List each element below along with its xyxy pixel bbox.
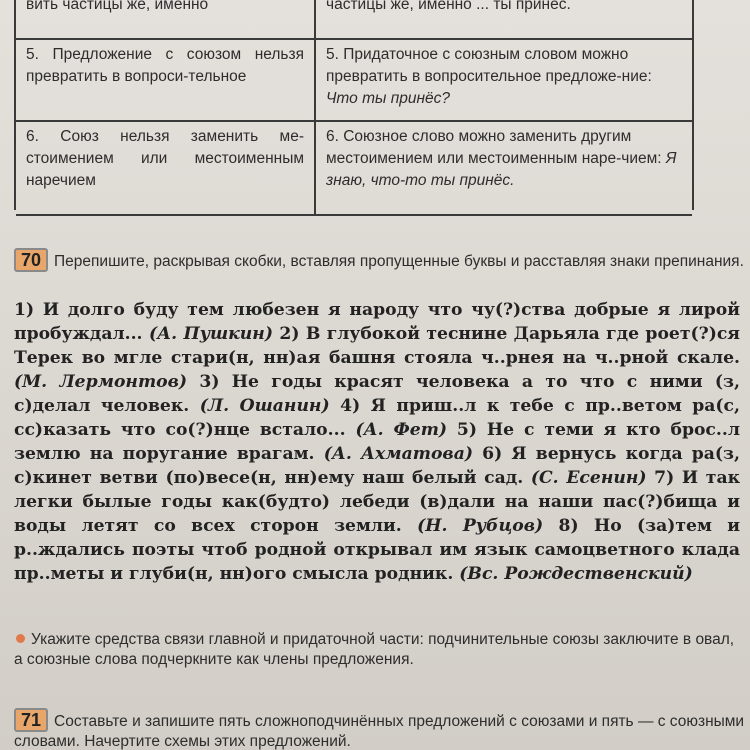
table-cell-left: вить частицы же, именно [16, 0, 316, 38]
sentence-author: (Вс. Рождественский) [459, 564, 693, 584]
exercise-instruction: Перепишите, раскрывая скобки, вставляя пропущенные буквы и расставляя знаки препинания. [54, 253, 744, 270]
exercise-number-badge: 70 [14, 248, 48, 272]
sentence-text: 6) Я вернусь когда ра(з, с)кинет ветви (по)весе(н, нн)ему наш белый сад. [14, 444, 741, 488]
table-cell-left: 6. Союз нельзя заменить ме-стоимением или местоименным наречием [16, 122, 316, 214]
bullet-icon [16, 634, 25, 643]
sentence-text: 1) И долго буду тем любезен я народу что чу(?)ства добрые я лирой пробуждал... [14, 300, 740, 344]
sentence-author: (М. Лермонтов) [14, 372, 188, 392]
sentence-text: 5) Не с теми я кто брос..л землю на поругание врагам. [14, 420, 740, 464]
exercise-instruction: Составьте и запишите пять сложноподчинённых предложений с союзами и пять — с союзными словами. Начертите схемы этих предложений. [14, 713, 745, 750]
sentence-text: 3) Не годы красят человека а то что с ними (з, с)делал человек. [14, 372, 740, 416]
table-row [16, 38, 692, 122]
exercise-number-badge: 71 [14, 708, 48, 732]
sentence-author: (А. Фет) [355, 420, 448, 440]
sentence-text: 8) Но (за)тем и р..ждались поэты чтоб родной открывал им язык самоцветного клада пр..меты и глуби(н, нн)ого смысла родник. [14, 516, 741, 584]
table-cell-right: частицы же, именно ... ты принёс. [326, 0, 571, 13]
cell-text: 6. Союзное слово можно заменить другим местоимением или местоименным наре-чием: [326, 128, 666, 167]
sentence-author: (С. Есенин) [530, 468, 647, 488]
table-row [16, 120, 692, 216]
table-cell-right [316, 40, 692, 122]
sentence-text: 7) И так легки былые годы как(будто) лебеди (в)дали на наши пас(?)бища и воды летят со всех сторон земли. [14, 468, 740, 536]
task-text: Укажите средства связи главной и придаточной части: подчинительные союзы заключите в овал, а союзные слова подчеркните как члены предложения. [14, 631, 735, 668]
sentence-author: (Л. Ошанин) [199, 396, 330, 416]
sentence-author: (А. Пушкин) [148, 324, 273, 344]
sentence-author: (Н. Рубцов) [417, 516, 544, 536]
sentence-text: 2) В глубокой теснине Дарьяла где роет(?)ся Терек во мгле стари(н, нн)ая башня стояла ч..рнея на ч..рной скале. [14, 324, 740, 368]
exercise-71-header [14, 708, 750, 750]
exercise-70-task [14, 630, 744, 670]
table-cell-right [316, 122, 692, 214]
table-row [16, 0, 692, 38]
exercise-70-text [14, 298, 740, 586]
comparison-table [14, 0, 694, 210]
cell-text: 5. Придаточное с союзным словом можно превратить в вопросительное предложе-ние: [326, 46, 652, 85]
exercise-70-header [14, 248, 744, 272]
cell-example: Я знаю, что-то ты принёс. [326, 150, 677, 189]
table-cell-left: 5. Предложение с союзом нельзя превратить в вопроси-тельное [16, 40, 316, 122]
sentence-text: 4) Я приш..л к тебе с пр..ветом ра(с, сс)казать что со(?)нце встало... [14, 396, 741, 440]
sentence-author: (А. Ахматова) [323, 444, 473, 464]
cell-example: Что ты принёс? [326, 90, 451, 107]
